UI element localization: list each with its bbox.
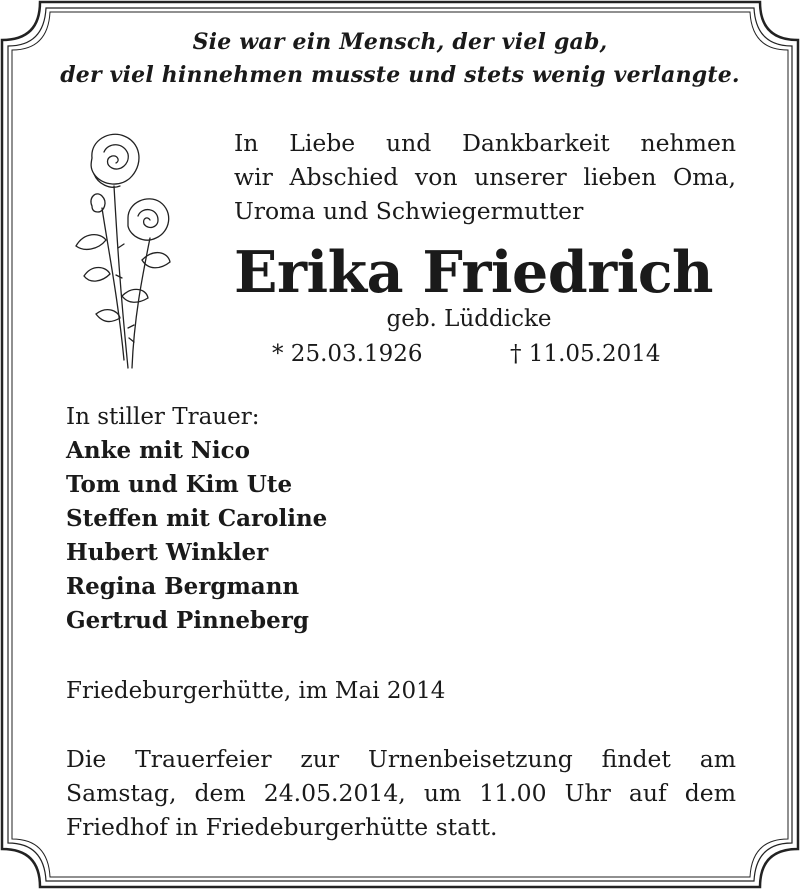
funeral-line-1: Die Trauerfeier zur Urnenbeisetzung findet am: [66, 745, 736, 773]
birth-date: * 25.03.1926: [272, 341, 423, 367]
place-date: Friedeburgerhütte, im Mai 2014: [66, 678, 446, 704]
funeral-line-2: Samstag, dem 24.05.2014, um 11.00 Uhr auf dem: [66, 779, 736, 807]
mourner-name: Anke mit Nico: [66, 437, 250, 464]
rose-illustration-icon: [62, 128, 182, 372]
mourner-name: Steffen mit Caroline: [66, 505, 328, 532]
mourner-name: Regina Bergmann: [66, 573, 300, 600]
intro-line-1: In Liebe und Dankbarkeit nehmen: [234, 129, 736, 157]
motto-line-2: der viel hinnehmen musste und stets wenig verlangte.: [60, 62, 740, 88]
mourner-name: Hubert Winkler: [66, 539, 269, 566]
motto: [40, 26, 760, 92]
mourner-name: Tom und Kim Ute: [66, 471, 293, 498]
motto-line-1: Sie war ein Mensch, der viel gab,: [192, 29, 608, 55]
mourner-name: Gertrud Pinneberg: [66, 607, 309, 634]
intro-line-3: Uroma und Schwiegermutter: [234, 197, 584, 225]
mourners-block: [66, 400, 327, 638]
maiden-name: geb. Lüddicke: [386, 306, 552, 332]
death-date: † 11.05.2014: [510, 341, 661, 367]
funeral-line-3: Friedhof in Friedeburgerhütte statt.: [66, 813, 498, 841]
intro-line-2: wir Abschied von unserer lieben Oma,: [234, 163, 736, 191]
funeral-notice: [66, 742, 736, 844]
deceased-name: Erika Friedrich: [234, 239, 714, 306]
intro-text: [234, 126, 736, 228]
mourners-heading: In stiller Trauer:: [66, 404, 260, 430]
